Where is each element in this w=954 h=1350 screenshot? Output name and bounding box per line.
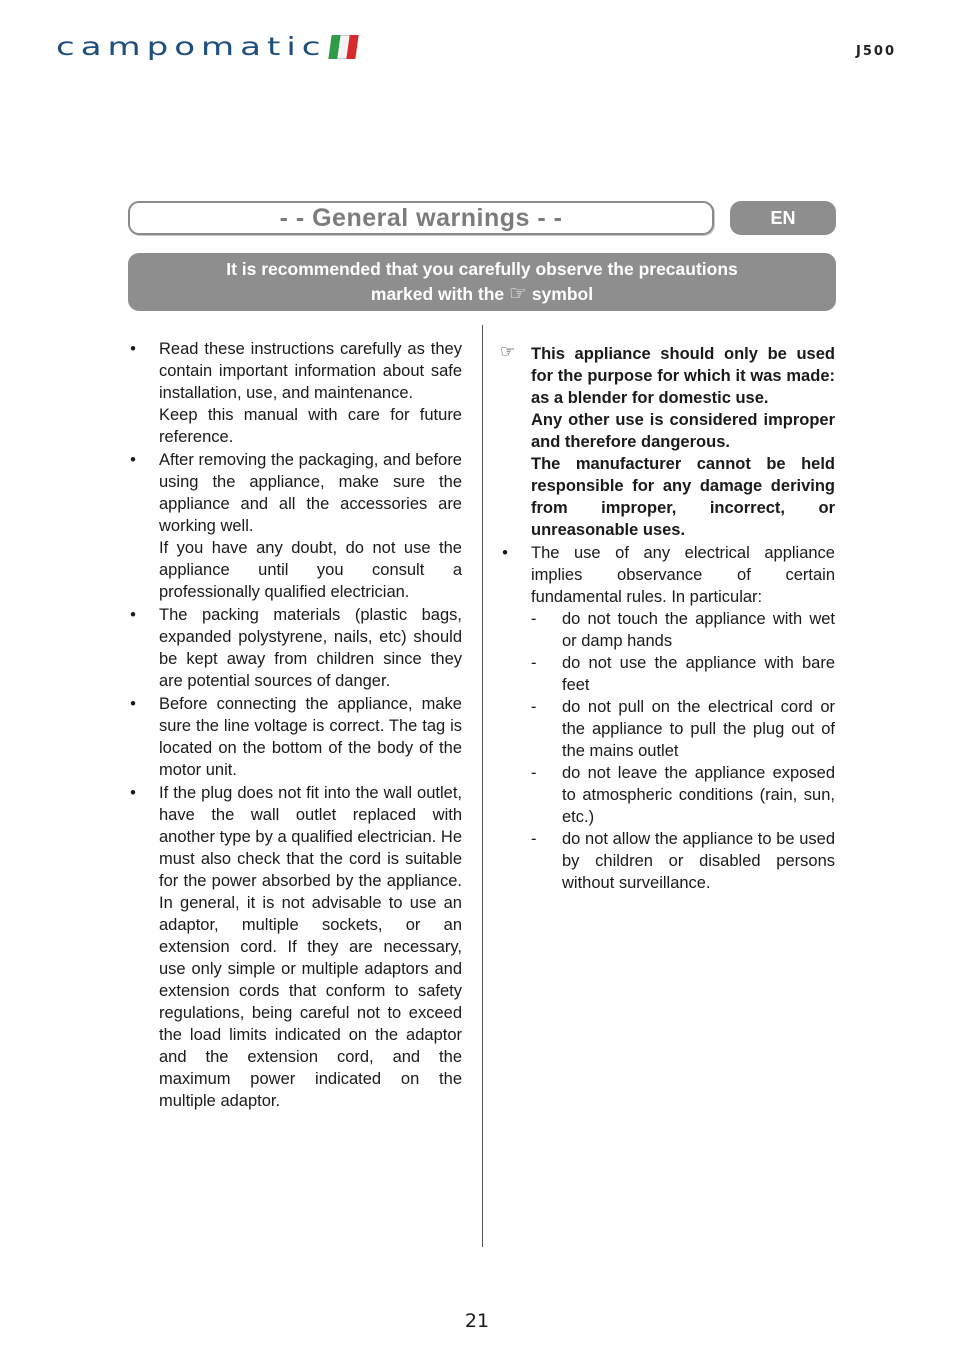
precautions-notice — [128, 253, 836, 311]
list-item-text: If you have any doubt, do not use the appliance until you consult a professionally qualified electrician. — [159, 539, 462, 601]
list-item-text: After removing the packaging, and before using the appliance, make sure the appliance and all the accessories are working well. — [159, 451, 462, 535]
warning-block — [500, 343, 835, 541]
notice-line-2-prefix: marked with the — [370, 284, 505, 304]
rule-text: do not use the appliance with bare feet — [562, 654, 835, 694]
list-item — [128, 604, 462, 692]
rule-text: do not allow the appliance to be used by children or disabled persons without surveillance. — [562, 830, 835, 892]
dash-icon: - — [531, 764, 537, 782]
list-item-text: Read these instructions carefully as they contain important information about safe installation, use, and maintenance. — [159, 340, 462, 402]
right-column — [500, 343, 835, 894]
dash-icon: - — [531, 654, 537, 672]
left-column — [128, 338, 462, 1112]
rule-item — [531, 608, 835, 652]
list-item — [128, 449, 462, 603]
rule-item — [531, 696, 835, 762]
list-item — [128, 338, 462, 448]
rule-item — [531, 652, 835, 696]
warning-text: The manufacturer cannot be held responsible for any damage deriving from improper, incorrect, or unreasonable uses. — [531, 455, 835, 539]
section-title-box — [128, 201, 714, 235]
list-item-text: If the plug does not fit into the wall outlet, have the wall outlet replaced with another type by a qualified electrician. He must also check that the cord is suitable for the power absorbed by the appliance. In general, it is not advisable to use an adaptor, multiple sockets, or an extension cord. If they are necessary, use only simple or multiple adaptors and extension cords that conform to safety regulations, being careful not to exceed the load limits indicated on the adaptor and the extension cord, and the maximum power indicated on the multiple adaptor. — [159, 784, 462, 1110]
list-item — [500, 542, 835, 894]
warning-text: This appliance should only be used for the purpose for which it was made: as a blender for domestic use. — [531, 345, 835, 407]
bullet-icon: • — [130, 606, 136, 624]
pointing-hand-icon: ☞ — [500, 342, 516, 361]
bullet-icon: • — [130, 451, 136, 469]
notice-line-2-suffix: symbol — [531, 284, 594, 304]
rule-text: do not pull on the electrical cord or the appliance to pull the plug out of the mains outlet — [562, 698, 835, 760]
list-item — [128, 693, 462, 781]
italian-flag-icon — [329, 35, 359, 59]
pointing-hand-icon: ☞ — [509, 283, 527, 305]
dash-icon: - — [531, 610, 537, 628]
brand-logo — [56, 30, 357, 64]
rule-text: do not touch the appliance with wet or damp hands — [562, 610, 835, 650]
list-item-text: Before connecting the appliance, make sure the line voltage is correct. The tag is located on the bottom of the body of the motor unit. — [159, 695, 462, 779]
rule-text: do not leave the appliance exposed to atmospheric conditions (rain, sun, etc.) — [562, 764, 835, 826]
bullet-icon: • — [130, 340, 136, 358]
list-item — [128, 782, 462, 1112]
model-name: J500 — [856, 44, 896, 59]
warning-text: Any other use is considered improper and therefore dangerous. — [531, 411, 835, 451]
notice-line-1: It is recommended that you carefully observe the precautions — [226, 259, 738, 279]
bullet-icon: • — [502, 544, 508, 562]
bullet-icon: • — [130, 784, 136, 802]
rule-item — [531, 762, 835, 828]
page-number: 21 — [464, 1310, 490, 1332]
column-divider — [482, 325, 483, 1247]
dash-icon: - — [531, 698, 537, 716]
list-item-text: Keep this manual with care for future reference. — [159, 406, 462, 446]
rule-item — [531, 828, 835, 894]
list-item-text: The packing materials (plastic bags, expanded polystyrene, nails, etc) should be kept away from children since they are potential sources of danger. — [159, 606, 462, 690]
bullet-icon: • — [130, 695, 136, 713]
brand-name: campomatic — [56, 32, 327, 62]
notice-line-2 — [128, 282, 836, 307]
list-item-text: The use of any electrical appliance implies observance of certain fundamental rules. In particular: — [531, 544, 835, 606]
section-title: - - General warnings - - — [279, 203, 563, 232]
dash-icon: - — [531, 830, 537, 848]
language-badge: EN — [730, 201, 836, 235]
